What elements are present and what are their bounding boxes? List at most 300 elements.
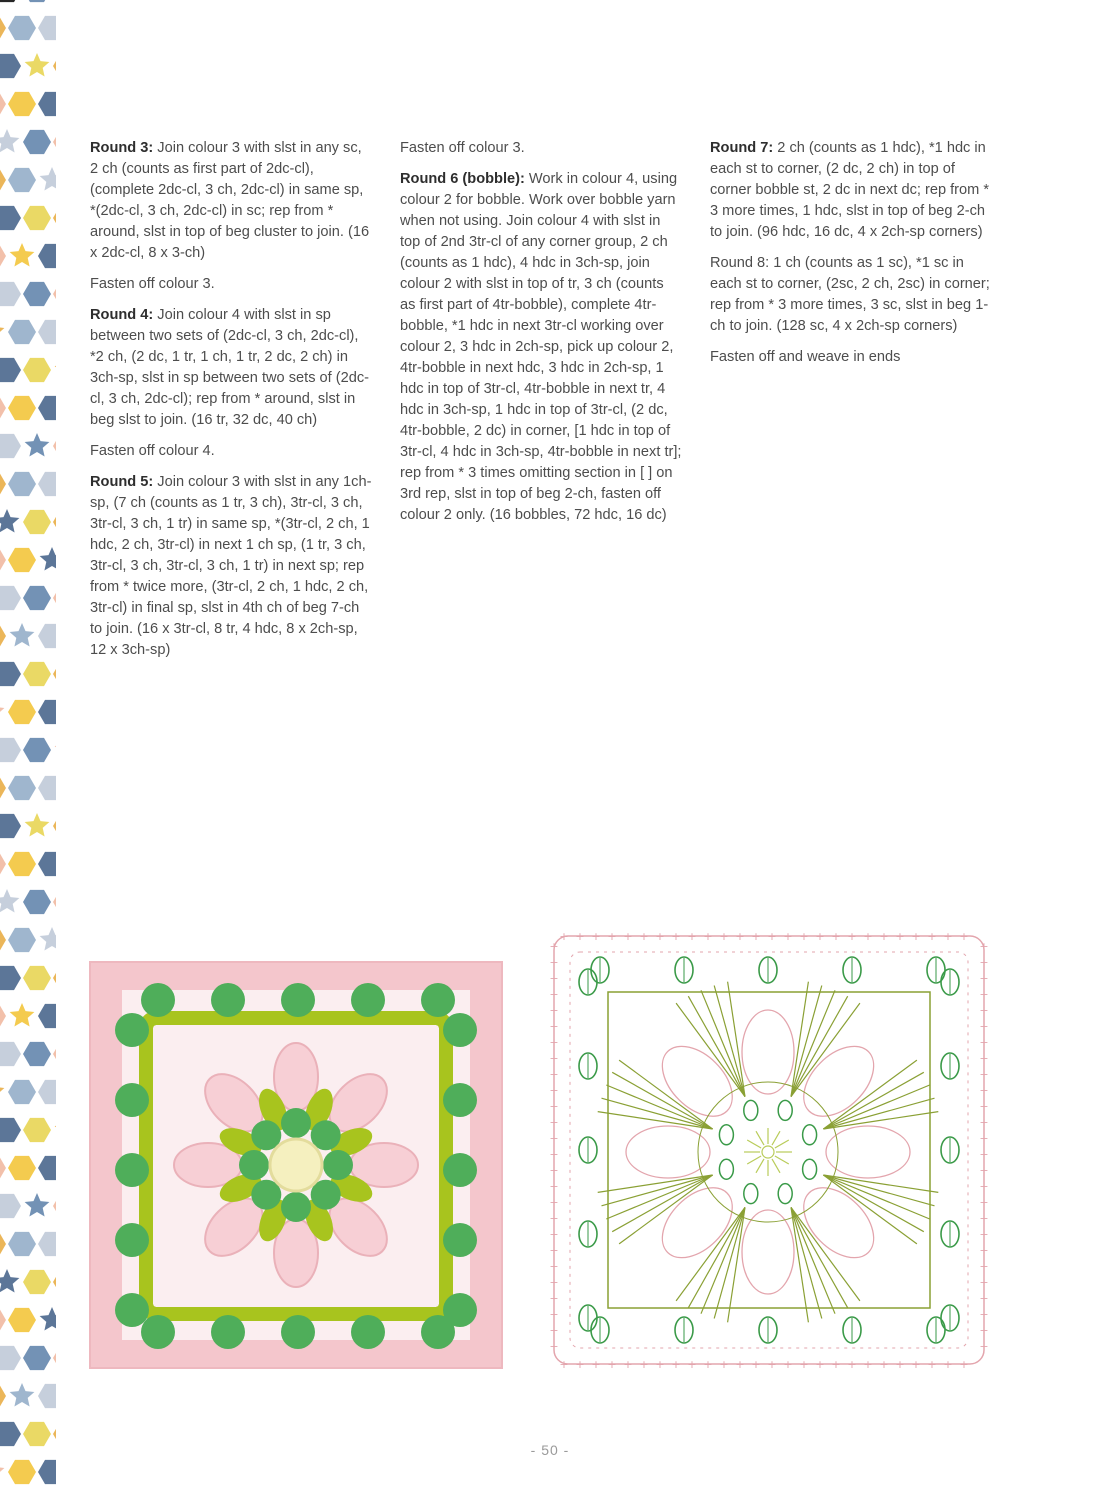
sc-symbol: + xyxy=(979,1084,989,1097)
border-hexagon-shape xyxy=(0,928,6,952)
sc-symbol: + xyxy=(979,1276,989,1289)
chart-olive-frame xyxy=(608,992,930,1308)
instruction-paragraph xyxy=(710,138,992,243)
border-hexagon-shape xyxy=(0,586,21,610)
border-hexagon-shape xyxy=(38,1232,56,1256)
cream-center xyxy=(270,1139,322,1191)
sc-symbol: + xyxy=(703,930,713,943)
instruction-paragraph xyxy=(90,138,372,264)
bobble-symbol xyxy=(744,1100,758,1120)
border-hexagon-shape xyxy=(0,1308,6,1332)
border-hexagon-shape xyxy=(0,358,21,382)
border-star-shape xyxy=(25,433,50,457)
green-bobble xyxy=(115,1293,149,1327)
border-hexagon-shape xyxy=(8,776,36,800)
sc-symbol: + xyxy=(979,1116,989,1129)
sc-symbol: + xyxy=(979,1180,989,1193)
border-hexagon-shape xyxy=(38,624,56,648)
sc-symbol: + xyxy=(799,930,809,943)
green-bobble xyxy=(239,1150,269,1180)
border-hexagon-shape xyxy=(0,776,6,800)
green-bobble xyxy=(443,1293,477,1327)
sc-symbol: + xyxy=(575,1358,585,1370)
sc-symbol: + xyxy=(671,1358,681,1370)
chart-hdc-round xyxy=(570,952,968,1348)
sc-symbol: + xyxy=(979,1004,989,1017)
sc-symbol: + xyxy=(549,1228,559,1241)
sc-symbol: + xyxy=(549,1260,559,1273)
sc-symbol: + xyxy=(549,1340,559,1353)
sc-symbol: + xyxy=(549,1244,559,1257)
green-bobble xyxy=(115,1013,149,1047)
sc-symbol: + xyxy=(895,1358,905,1370)
green-bobble xyxy=(211,1315,245,1349)
border-hexagon-shape xyxy=(53,586,56,610)
border-star-shape xyxy=(55,357,56,381)
instruction-paragraph xyxy=(400,138,682,159)
border-hexagon-shape xyxy=(23,0,51,2)
border-hexagon-shape xyxy=(0,814,21,838)
sc-symbol: + xyxy=(639,1358,649,1370)
sc-symbol: + xyxy=(591,930,601,943)
border-star-shape xyxy=(40,547,56,571)
green-bobble xyxy=(281,983,315,1017)
sc-symbol: + xyxy=(831,1358,841,1370)
bobble-symbol xyxy=(803,1125,817,1145)
tr-stitch-line xyxy=(619,1175,713,1244)
border-hexagon-shape xyxy=(0,1042,21,1066)
instruction-text: Round 8: 1 ch (counts as 1 sc), *1 sc in each st to corner, (2sc, 2 ch, 2sc) in corner; rep from * 3 more times, 3 sc, slst in beg 1-ch to join. (128 sc, 4 x 2ch-sp corners) xyxy=(710,255,990,334)
sc-symbol: + xyxy=(549,1036,559,1049)
sc-symbol: + xyxy=(549,1196,559,1209)
border-hexagon-shape xyxy=(8,320,36,344)
border-hexagon-shape xyxy=(0,434,21,458)
tr-stitch-line xyxy=(728,982,745,1097)
chart-petal xyxy=(626,1126,710,1178)
sc-symbol: + xyxy=(735,1358,745,1370)
border-hexagon-shape xyxy=(8,548,36,572)
sc-symbol: + xyxy=(979,1100,989,1113)
border-star-shape xyxy=(10,243,35,267)
sc-symbol: + xyxy=(607,1358,617,1370)
border-hexagon-shape xyxy=(38,1460,56,1484)
sc-symbol: + xyxy=(979,940,989,953)
magic-ring xyxy=(762,1146,774,1158)
crochet-square-photo xyxy=(88,960,504,1370)
border-hexagon-shape xyxy=(23,510,51,534)
instruction-paragraph xyxy=(90,472,372,661)
green-bobble xyxy=(115,1223,149,1257)
sc-symbol: + xyxy=(831,930,841,943)
border-hexagon-shape xyxy=(53,1270,56,1294)
chart-petal xyxy=(826,1126,910,1178)
instruction-text: Fasten off colour 4. xyxy=(90,443,215,459)
border-hexagon-shape xyxy=(8,1308,36,1332)
border-hexagon-shape xyxy=(53,1346,56,1370)
bobble-symbol xyxy=(744,1184,758,1204)
instructions-column-3 xyxy=(710,138,992,378)
border-hexagon-shape xyxy=(38,16,56,40)
tr-stitch-line xyxy=(701,1207,745,1313)
border-hexagon-shape xyxy=(0,206,21,230)
sc-symbol: + xyxy=(559,1358,569,1370)
sc-symbol: + xyxy=(623,930,633,943)
border-star-shape xyxy=(25,813,50,837)
sc-symbol: + xyxy=(549,1132,559,1145)
border-hexagon-shape xyxy=(53,966,56,990)
instruction-paragraph xyxy=(90,274,372,295)
border-hexagon-shape xyxy=(23,738,51,762)
sc-symbol: + xyxy=(687,1358,697,1370)
sc-symbol: + xyxy=(549,1292,559,1305)
border-hexagon-shape xyxy=(8,396,36,420)
border-hexagon-shape xyxy=(38,92,56,116)
sc-symbol: + xyxy=(863,930,873,943)
tr-stitch-line xyxy=(612,1072,712,1129)
border-hexagon-shape xyxy=(0,966,21,990)
tr-stitch-line xyxy=(823,1098,934,1129)
border-star-shape xyxy=(25,53,50,77)
border-hexagon-shape xyxy=(0,0,21,2)
sc-symbol: + xyxy=(591,1358,601,1370)
sc-symbol: + xyxy=(815,1358,825,1370)
sc-symbol: + xyxy=(655,930,665,943)
border-hexagon-shape xyxy=(38,1080,56,1104)
sc-symbol: + xyxy=(979,1244,989,1257)
tr-stitch-line xyxy=(598,1112,713,1129)
green-bobble xyxy=(211,983,245,1017)
border-hexagon-shape xyxy=(0,662,21,686)
geometric-border-pattern xyxy=(0,0,56,1500)
sc-symbol: + xyxy=(655,1358,665,1370)
border-hexagon-shape xyxy=(23,890,51,914)
border-hexagon-shape xyxy=(0,852,6,876)
page-number: - 50 - xyxy=(530,1442,570,1458)
sc-symbol: + xyxy=(639,930,649,943)
border-hexagon-shape xyxy=(23,586,51,610)
sc-symbol: + xyxy=(979,1196,989,1209)
border-hexagon-shape xyxy=(0,16,6,40)
instruction-text: Join colour 3 with slst in any sc, 2 ch (counts as first part of 2dc-cl), (complete 2dc-cl, 3 ch, 2dc-cl) in same sp, *(2dc-cl, 3 ch, 2dc-cl) in sc; rep from * around, slst in top of beg cluster to join. (16 x 2dc-cl, 8 x 3-ch) xyxy=(90,140,370,261)
tr-stitch-line xyxy=(791,1207,822,1318)
tr-stitch-line xyxy=(701,990,745,1096)
tr-stitch-line xyxy=(602,1175,713,1206)
sc-symbol: + xyxy=(549,1004,559,1017)
instruction-text: Join colour 3 with slst in any 1ch-sp, (7 ch (counts as 1 tr, 3 ch), 3tr-cl, 3 ch, 3tr-cl, 3 ch, 1 tr) in same sp, *(3tr-cl, 2 ch, 1 hdc, 2 ch, 3tr-cl) in next 1 ch sp, (1 tr, 3 ch, 3tr-cl, 3 ch, 3tr-cl, 3 ch, 1 tr) in next sp; rep from * twice more, (3tr-cl, 2 ch, 1 hdc, 2 ch, 3tr-cl) in final sp, slst in 4th ch of beg 7-ch to join. (16 x 3tr-cl, 8 tr, 4 hdc, 8 x 2ch-sp, 12 x 3ch-sp) xyxy=(90,474,372,658)
border-hexagon-shape xyxy=(8,852,36,876)
tr-stitch-line xyxy=(791,990,835,1096)
border-hexagon-shape xyxy=(0,244,6,268)
sc-symbol: + xyxy=(549,988,559,1001)
green-bobble xyxy=(281,1108,311,1138)
border-hexagon-shape xyxy=(38,1156,56,1180)
sc-symbol: + xyxy=(735,930,745,943)
sc-symbol: + xyxy=(559,930,569,943)
border-hexagon-shape xyxy=(23,282,51,306)
sc-symbol: + xyxy=(549,1148,559,1161)
border-star-shape xyxy=(0,1269,19,1293)
center-stitch xyxy=(775,1156,789,1164)
sc-symbol: + xyxy=(979,1324,989,1337)
border-hexagon-shape xyxy=(53,206,56,230)
sc-symbol: + xyxy=(549,940,559,953)
sc-symbol: + xyxy=(979,1036,989,1049)
green-bobble xyxy=(323,1150,353,1180)
border-hexagon-shape xyxy=(38,1004,56,1028)
sc-symbol: + xyxy=(549,1212,559,1225)
border-hexagon-shape xyxy=(23,966,51,990)
sc-symbol: + xyxy=(549,1020,559,1033)
sc-symbol: + xyxy=(767,1358,777,1370)
sc-symbol: + xyxy=(623,1358,633,1370)
center-stitch xyxy=(772,1131,780,1145)
tr-stitch-line xyxy=(714,1207,745,1318)
green-bobble xyxy=(115,1153,149,1187)
green-bobble xyxy=(351,1315,385,1349)
tr-stitch-line xyxy=(791,1207,848,1307)
border-star-shape xyxy=(55,0,56,1)
tr-stitch-line xyxy=(823,1060,917,1129)
border-hexagon-shape xyxy=(0,1194,21,1218)
sc-symbol: + xyxy=(979,988,989,1001)
tr-stitch-line xyxy=(606,1085,712,1129)
center-stitch xyxy=(772,1159,780,1173)
tr-stitch-line xyxy=(598,1175,713,1192)
sc-symbol: + xyxy=(895,930,905,943)
sc-symbol: + xyxy=(799,1358,809,1370)
chart-petal xyxy=(742,1010,794,1094)
border-hexagon-shape xyxy=(0,624,6,648)
tr-stitch-line xyxy=(728,1207,745,1322)
sc-symbol: + xyxy=(703,1358,713,1370)
instruction-text: Fasten off colour 3. xyxy=(90,276,215,292)
sc-symbol: + xyxy=(549,1276,559,1289)
border-hexagon-shape xyxy=(0,1346,21,1370)
border-hexagon-shape xyxy=(23,130,51,154)
border-hexagon-shape xyxy=(53,1194,56,1218)
sc-symbol: + xyxy=(767,930,777,943)
instruction-text: Work in colour 4, using colour 2 for bobble. Work over bobble yarn when not using. Join colour 4 with slst in top of 2nd 3tr-cl of any corner group, 2 ch (counts as 1 hdc), 4 hdc in 3ch-sp, join colour 2 with slst in top of tr, 3 ch (counts as first part of 4tr-bobble), complete 4tr-bobble, *1 hdc in next 3tr-cl working over colour 2, 3 hdc in 2ch-sp, pick up colour 2, 4tr-bobble in next hdc, 3 hdc in 2ch-sp, 1 hdc in top of 3tr-cl, 4tr-bobble in next tr, 4 hdc in 3ch-sp, 1 hdc in top of 3tr-cl, (2 dc, 4tr-bobble, 2 dc) in corner, [1 hdc in top of 3tr-cl, 4 hdc in 3ch-sp, 4tr-bobble in next tr]; rep from * 3 times omitting section in [ ] on 3rd rep, slst in top of beg 2-ch, fasten off colour 2 only. (16 bobbles, 72 hdc, 16 dc) xyxy=(400,171,682,523)
border-star-shape xyxy=(0,319,4,343)
tr-stitch-line xyxy=(823,1085,929,1129)
sc-symbol: + xyxy=(979,1340,989,1353)
sc-symbol: + xyxy=(687,930,697,943)
decorative-border xyxy=(0,0,56,1500)
border-hexagon-shape xyxy=(38,852,56,876)
center-stitch xyxy=(756,1159,764,1173)
border-hexagon-shape xyxy=(53,1042,56,1066)
border-hexagon-shape xyxy=(23,662,51,686)
border-hexagon-shape xyxy=(38,1384,56,1408)
border-hexagon-shape xyxy=(53,282,56,306)
border-star-shape xyxy=(10,1003,35,1027)
border-hexagon-shape xyxy=(0,472,6,496)
border-star-shape xyxy=(10,623,35,647)
sc-symbol: + xyxy=(549,1164,559,1177)
border-hexagon-shape xyxy=(53,890,56,914)
sc-symbol: + xyxy=(719,1358,729,1370)
border-hexagon-shape xyxy=(0,54,21,78)
green-bobble xyxy=(443,1153,477,1187)
sc-symbol: + xyxy=(719,930,729,943)
border-hexagon-shape xyxy=(8,1156,36,1180)
sc-symbol: + xyxy=(979,1308,989,1321)
sc-symbol: + xyxy=(979,1292,989,1305)
border-hexagon-shape xyxy=(8,16,36,40)
tr-stitch-line xyxy=(676,1207,745,1301)
sc-symbol: + xyxy=(751,1358,761,1370)
sc-symbol: + xyxy=(879,1358,889,1370)
sc-symbol: + xyxy=(879,930,889,943)
border-hexagon-shape xyxy=(0,92,6,116)
sc-symbol: + xyxy=(943,930,953,943)
tr-stitch-line xyxy=(791,986,822,1097)
tr-stitch-line xyxy=(823,1175,934,1206)
center-stitch xyxy=(756,1131,764,1145)
border-hexagon-shape xyxy=(8,1080,36,1104)
tr-stitch-line xyxy=(688,996,745,1096)
green-bobble xyxy=(141,983,175,1017)
tr-stitch-line xyxy=(823,1175,929,1219)
sc-symbol: + xyxy=(979,972,989,985)
sc-symbol: + xyxy=(927,930,937,943)
bobble-symbol xyxy=(778,1184,792,1204)
center-stitch xyxy=(775,1140,789,1148)
instruction-paragraph xyxy=(710,347,992,368)
sc-symbol: + xyxy=(979,1052,989,1065)
border-hexagon-shape xyxy=(38,700,56,724)
border-hexagon-shape xyxy=(0,168,6,192)
border-hexagon-shape xyxy=(23,358,51,382)
instruction-paragraph xyxy=(90,441,372,462)
border-star-shape xyxy=(55,737,56,761)
sc-symbol: + xyxy=(979,1228,989,1241)
chart-outer-round xyxy=(554,936,984,1364)
instruction-paragraph xyxy=(90,305,372,431)
bobble-symbol xyxy=(719,1125,733,1145)
sc-symbol: + xyxy=(549,1324,559,1337)
border-hexagon-shape xyxy=(23,1118,51,1142)
tr-stitch-line xyxy=(619,1060,713,1129)
round-heading: Round 4: xyxy=(90,307,154,323)
tr-stitch-line xyxy=(791,996,848,1096)
tr-stitch-line xyxy=(714,986,745,1097)
border-hexagon-shape xyxy=(0,1118,21,1142)
tr-stitch-line xyxy=(612,1175,712,1232)
border-hexagon-shape xyxy=(53,130,56,154)
green-bobble xyxy=(443,1013,477,1047)
green-bobble xyxy=(281,1315,315,1349)
sc-symbol: + xyxy=(943,1358,953,1370)
border-hexagon-shape xyxy=(8,92,36,116)
border-hexagon-shape xyxy=(0,282,21,306)
tr-stitch-line xyxy=(791,982,808,1097)
center-stitch xyxy=(747,1140,761,1148)
border-hexagon-shape xyxy=(53,54,56,78)
tr-stitch-line xyxy=(791,1207,808,1322)
sc-symbol: + xyxy=(783,930,793,943)
instruction-text: Join colour 4 with slst in sp between two sets of (2dc-cl, 3 ch, 2dc-cl), *2 ch, (2 dc, 1 tr, 1 ch, 1 tr, 2 dc, 2 ch) in 3ch-sp, slst in sp between two sets of (2dc-cl, 3 ch, 2dc-cl); rep from * around, slst in beg slst to join. (16 tr, 32 dc, 40 ch) xyxy=(90,307,370,428)
sc-symbol: + xyxy=(847,1358,857,1370)
border-hexagon-shape xyxy=(0,1156,6,1180)
border-hexagon-shape xyxy=(0,1004,6,1028)
center-stitch xyxy=(747,1156,761,1164)
border-hexagon-shape xyxy=(38,472,56,496)
border-hexagon-shape xyxy=(53,434,56,458)
instruction-paragraph xyxy=(400,169,682,526)
border-star-shape xyxy=(0,129,19,153)
sc-symbol: + xyxy=(979,1068,989,1081)
sc-symbol: + xyxy=(549,972,559,985)
sc-symbol: + xyxy=(607,930,617,943)
sc-symbol: + xyxy=(549,1100,559,1113)
instruction-paragraph xyxy=(710,253,992,337)
sc-symbol: + xyxy=(751,930,761,943)
tr-stitch-line xyxy=(791,1207,835,1313)
tr-stitch-line xyxy=(791,1003,860,1097)
instruction-text: 2 ch (counts as 1 hdc), *1 hdc in each st to corner, (2 dc, 2 ch) in top of corner bobble st, 2 dc in next dc; rep from * 3 more times, 1 hdc, slst in top of beg 2-ch to join. (96 hdc, 16 dc, 4 x 2ch-sp corners) xyxy=(710,140,990,240)
bobble-symbol xyxy=(778,1100,792,1120)
sc-symbol: + xyxy=(979,1132,989,1145)
border-hexagon-shape xyxy=(23,1346,51,1370)
tr-stitch-line xyxy=(791,1207,860,1301)
sc-symbol: + xyxy=(549,1068,559,1081)
tr-stitch-line xyxy=(606,1175,712,1219)
sc-symbol: + xyxy=(863,1358,873,1370)
border-hexagon-shape xyxy=(0,396,6,420)
round-heading: Round 7: xyxy=(710,140,774,156)
sc-symbol: + xyxy=(575,930,585,943)
sc-symbol: + xyxy=(549,1084,559,1097)
instructions-column-1 xyxy=(90,138,372,671)
border-hexagon-shape xyxy=(8,700,36,724)
sc-symbol: + xyxy=(815,930,825,943)
sc-symbol: + xyxy=(911,930,921,943)
sc-symbol: + xyxy=(549,1052,559,1065)
sc-symbol: + xyxy=(959,930,969,943)
round-heading: Round 6 (bobble): xyxy=(400,171,525,187)
sc-symbol: + xyxy=(549,1180,559,1193)
instructions-column-2 xyxy=(400,138,682,536)
border-star-shape xyxy=(55,1117,56,1141)
sc-symbol: + xyxy=(927,1358,937,1370)
sc-symbol: + xyxy=(549,1308,559,1321)
tr-stitch-line xyxy=(823,1175,917,1244)
sc-symbol: + xyxy=(847,930,857,943)
green-bobble xyxy=(443,1223,477,1257)
sc-symbol: + xyxy=(671,930,681,943)
border-hexagon-shape xyxy=(38,776,56,800)
round-heading: Round 3: xyxy=(90,140,154,156)
border-hexagon-shape xyxy=(23,1270,51,1294)
border-hexagon-shape xyxy=(23,206,51,230)
border-hexagon-shape xyxy=(8,168,36,192)
border-hexagon-shape xyxy=(53,662,56,686)
sc-symbol: + xyxy=(979,956,989,969)
chart-inner-ring xyxy=(698,1082,838,1222)
bobble-symbol xyxy=(719,1159,733,1179)
border-hexagon-shape xyxy=(8,1460,36,1484)
sc-symbol: + xyxy=(979,1020,989,1033)
tr-stitch-line xyxy=(823,1175,938,1192)
border-star-shape xyxy=(0,1459,4,1483)
border-hexagon-shape xyxy=(8,928,36,952)
border-hexagon-shape xyxy=(0,738,21,762)
border-star-shape xyxy=(0,889,19,913)
green-bobble xyxy=(421,983,455,1017)
border-star-shape xyxy=(40,1307,56,1331)
border-hexagon-shape xyxy=(0,548,6,572)
